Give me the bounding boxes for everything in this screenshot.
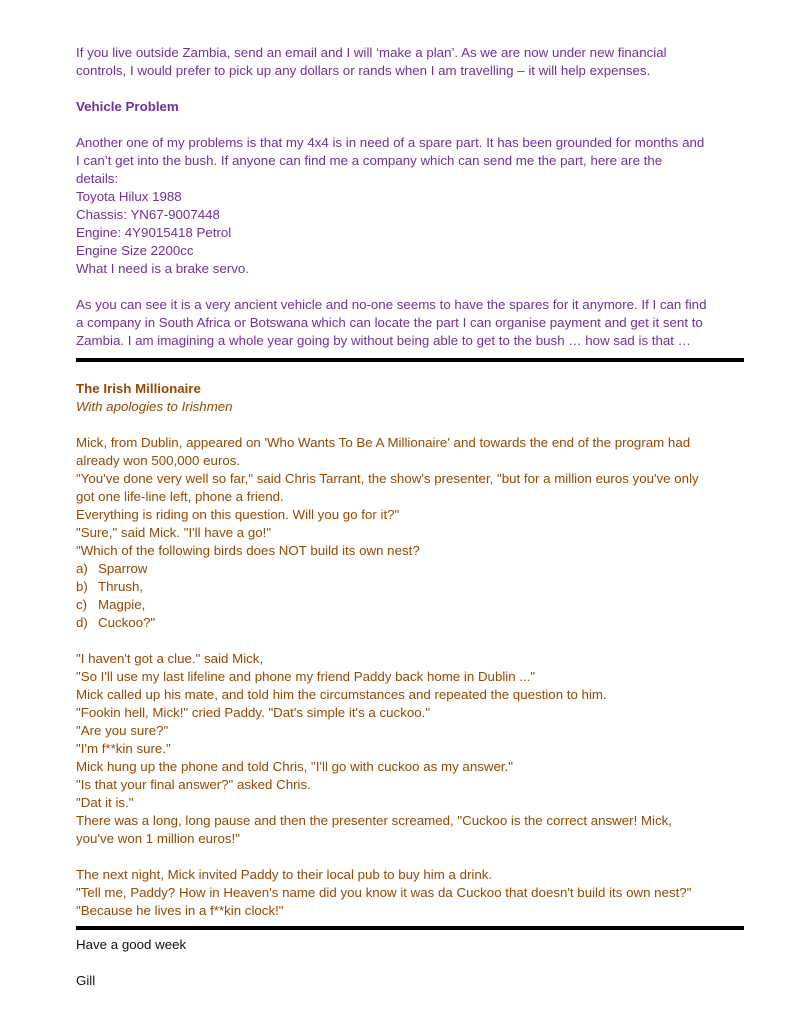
vehicle-text-line: details: bbox=[76, 171, 119, 186]
joke-line: "So I'll use my last lifeline and phone my friend Paddy back home in Dublin ..." bbox=[76, 669, 536, 684]
closing-section bbox=[76, 936, 736, 990]
option-marker: b) bbox=[76, 579, 88, 594]
intro-line: If you live outside Zambia, send an email and I will ‘make a plan’. As we are now under new financial bbox=[76, 45, 667, 60]
answer-option bbox=[76, 596, 736, 614]
closing-line: Have a good week bbox=[76, 937, 187, 952]
joke-line: Mick called up his mate, and told him the circumstances and repeated the question to him. bbox=[76, 687, 607, 702]
option-text: Cuckoo?" bbox=[98, 615, 156, 630]
joke-title: The Irish Millionaire bbox=[76, 381, 201, 396]
vehicle-need: What I need is a brake servo. bbox=[76, 261, 249, 276]
option-text: Sparrow bbox=[98, 561, 148, 576]
vehicle-text-line: I can’t get into the bush. If anyone can find me a company which can send me the part, here are the bbox=[76, 153, 663, 168]
vehicle-text-line: Another one of my problems is that my 4x4 is in need of a spare part. It has been grounded for months and bbox=[76, 135, 705, 150]
joke-line: Mick, from Dublin, appeared on 'Who Wants To Be A Millionaire' and towards the end of the program had bbox=[76, 435, 691, 450]
signature-name: Gill bbox=[76, 973, 96, 988]
vehicle-text-line: As you can see it is a very ancient vehicle and no-one seems to have the spares for it anymore. If I can find bbox=[76, 297, 707, 312]
option-marker: d) bbox=[76, 615, 88, 630]
joke-line: "Tell me, Paddy? How in Heaven's name did you know it was da Cuckoo that doesn't build its own nest?" bbox=[76, 885, 692, 900]
section-divider bbox=[76, 926, 744, 930]
vehicle-chassis: Chassis: YN67-9007448 bbox=[76, 207, 220, 222]
joke-line: already won 500,000 euros. bbox=[76, 453, 241, 468]
answer-option bbox=[76, 614, 736, 632]
joke-line: Mick hung up the phone and told Chris, "I'll go with cuckoo as my answer." bbox=[76, 759, 513, 774]
joke-line: you've won 1 million euros!" bbox=[76, 831, 240, 846]
joke-section bbox=[76, 380, 736, 920]
joke-line: "I haven't got a clue." said Mick, bbox=[76, 651, 264, 666]
option-marker: a) bbox=[76, 561, 88, 576]
joke-line: "Which of the following birds does NOT build its own nest? bbox=[76, 543, 420, 558]
vehicle-engine-size: Engine Size 2200cc bbox=[76, 243, 194, 258]
document-page bbox=[76, 44, 736, 990]
section-divider bbox=[76, 358, 744, 362]
answer-option bbox=[76, 578, 736, 596]
vehicle-engine: Engine: 4Y9015418 Petrol bbox=[76, 225, 232, 240]
joke-line: "You've done very well so far," said Chris Tarrant, the show's presenter, "but for a million euros you've only bbox=[76, 471, 699, 486]
joke-line: There was a long, long pause and then the presenter screamed, "Cuckoo is the correct answer! Mick, bbox=[76, 813, 672, 828]
intro-line: controls, I would prefer to pick up any dollars or rands when I am travelling – it will help expenses. bbox=[76, 63, 651, 78]
joke-line: "Are you sure?" bbox=[76, 723, 169, 738]
vehicle-heading: Vehicle Problem bbox=[76, 99, 179, 114]
vehicle-model: Toyota Hilux 1988 bbox=[76, 189, 182, 204]
vehicle-text-line: a company in South Africa or Botswana which can locate the part I can organise payment and get it sent to bbox=[76, 315, 703, 330]
option-text: Magpie, bbox=[98, 597, 146, 612]
joke-line: "Is that your final answer?" asked Chris. bbox=[76, 777, 311, 792]
intro-paragraph bbox=[76, 44, 736, 80]
option-text: Thrush, bbox=[98, 579, 144, 594]
joke-line: "I'm f**kin sure." bbox=[76, 741, 171, 756]
joke-line: "Sure," said Mick. "I'll have a go!" bbox=[76, 525, 272, 540]
joke-subtitle: With apologies to Irishmen bbox=[76, 399, 233, 414]
joke-line: got one life-line left, phone a friend. bbox=[76, 489, 284, 504]
vehicle-text-line: Zambia. I am imagining a whole year going by without being able to get to the bush … how sad is that … bbox=[76, 333, 691, 348]
vehicle-section bbox=[76, 98, 736, 350]
option-marker: c) bbox=[76, 597, 88, 612]
joke-line: Everything is riding on this question. Will you go for it?" bbox=[76, 507, 400, 522]
answer-option bbox=[76, 560, 736, 578]
joke-line: "Because he lives in a f**kin clock!" bbox=[76, 903, 284, 918]
joke-line: "Dat it is." bbox=[76, 795, 134, 810]
joke-line: "Fookin hell, Mick!" cried Paddy. "Dat's simple it's a cuckoo." bbox=[76, 705, 431, 720]
joke-line: The next night, Mick invited Paddy to their local pub to buy him a drink. bbox=[76, 867, 493, 882]
